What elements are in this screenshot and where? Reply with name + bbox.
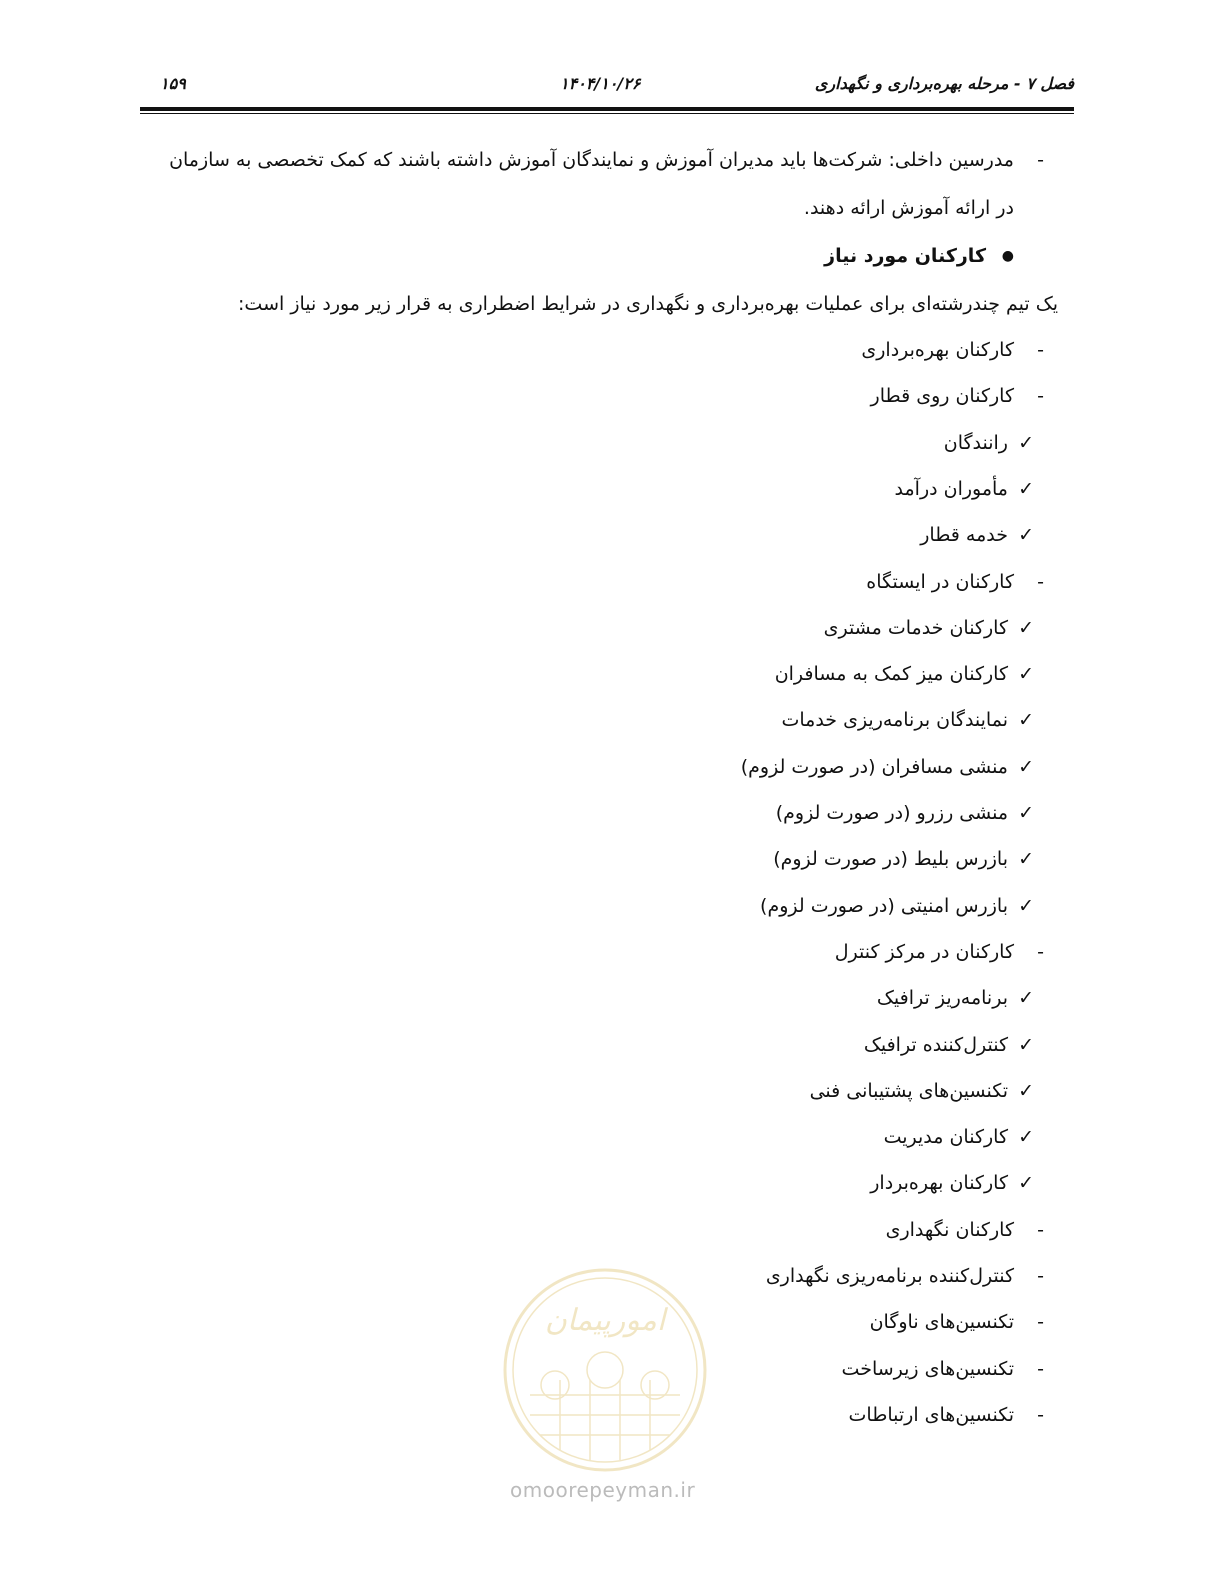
dash-marker: - [1037, 1218, 1044, 1241]
check-icon: ✓ [1018, 802, 1034, 824]
header-date: ۱۴۰۴/۱۰/۲۶ [560, 74, 641, 93]
chapter-title: فصل ۷ - مرحله بهره‌برداری و نگهداری [814, 74, 1074, 93]
check-icon: ✓ [1018, 848, 1034, 871]
check-icon: ✓ [1018, 755, 1034, 778]
list-item-check: ✓ مأموران درآمد [895, 469, 1044, 509]
list-item-check: ✓ منشی رزرو (در صورت لزوم) [776, 793, 1044, 833]
list-item-check: ✓ نمایندگان برنامه‌ریزی خدمات [781, 700, 1044, 740]
page-header [140, 74, 1074, 104]
list-item-check: ✓ کارکنان بهره‌بردار [870, 1163, 1044, 1203]
header-rule-thick [140, 107, 1074, 111]
dash-marker: - [1037, 1311, 1044, 1334]
list-item-check: ✓ بازرس بلیط (در صورت لزوم) [773, 839, 1044, 879]
check-icon: ✓ [1018, 709, 1034, 732]
header-rule-thin [140, 113, 1074, 114]
check-icon: ✓ [1018, 524, 1034, 547]
list-item-check: ✓ برنامه‌ریز ترافیک [877, 978, 1044, 1018]
list-item-check: ✓ منشی مسافران (در صورت لزوم) [741, 747, 1044, 787]
check-icon: ✓ [1018, 477, 1034, 500]
watermark-site: omoorepeyman.ir [510, 1478, 696, 1502]
intro-line-2: در ارائه آموزش ارائه دهند. [803, 197, 1014, 219]
intro-paragraph: یک تیم چندرشته‌ای برای عملیات بهره‌برداری و نگهداری در شرایط اضطراری به قرار زیر مورد نیاز است: [238, 293, 1058, 315]
intro-line-1: - مدرسین داخلی: شرکت‌ها باید مدیران آموزش و نمایندگان آموزش داشته باشند که کمک تخصصی به سازمان [169, 140, 1014, 180]
list-item-dash: - کارکنان در ایستگاه [866, 562, 1014, 602]
dash-marker: - [1037, 385, 1044, 408]
dash-marker: - [1037, 1265, 1044, 1287]
list-item-dash: - تکنسین‌های ناوگان [870, 1302, 1014, 1342]
check-icon: ✓ [1018, 1126, 1034, 1149]
check-icon: ✓ [1018, 1079, 1034, 1102]
list-item-dash: - تکنسین‌های زیرساخت [842, 1349, 1014, 1389]
list-item-check: ✓ کنترل‌کننده ترافیک [864, 1025, 1044, 1065]
list-item-check: ✓ خدمه قطار [920, 515, 1044, 555]
section-heading: ● کارکنان مورد نیاز [824, 236, 1014, 276]
bullet-marker: ● [1001, 248, 1014, 264]
check-icon: ✓ [1018, 431, 1034, 454]
svg-text:امورپیمان: امورپیمان [544, 1303, 666, 1338]
dash-marker: - [1037, 1357, 1044, 1380]
list-item-check: ✓ بازرس امنیتی (در صورت لزوم) [760, 886, 1044, 926]
page-number: ۱۵۹ [160, 74, 186, 93]
list-item-check: ✓ کارکنان خدمات مشتری [824, 608, 1044, 648]
check-icon: ✓ [1018, 1033, 1034, 1056]
list-item-check: ✓ کارکنان مدیریت [884, 1117, 1044, 1157]
dash-marker: - [1037, 149, 1044, 171]
check-icon: ✓ [1018, 987, 1034, 1010]
dash-marker: - [1037, 1403, 1044, 1426]
check-icon: ✓ [1018, 894, 1034, 917]
list-item-check: ✓ رانندگان [944, 423, 1044, 463]
list-item-dash: - کارکنان بهره‌برداری [861, 330, 1014, 370]
list-item-dash: - تکنسین‌های ارتباطات [849, 1395, 1014, 1435]
list-item-dash: - کارکنان نگهداری [886, 1210, 1014, 1250]
dash-marker: - [1037, 940, 1044, 963]
check-icon: ✓ [1018, 616, 1034, 639]
list-item-dash: - کنترل‌کننده برنامه‌ریزی نگهداری [766, 1256, 1014, 1296]
list-item-dash: - کارکنان در مرکز کنترل [835, 932, 1014, 972]
watermark-logo [500, 1265, 710, 1475]
dash-marker: - [1037, 570, 1044, 593]
list-item-dash: - کارکنان روی قطار [871, 376, 1014, 416]
list-item-check: ✓ تکنسین‌های پشتیبانی فنی [810, 1071, 1044, 1111]
check-icon: ✓ [1018, 1172, 1034, 1195]
dash-marker: - [1037, 339, 1044, 361]
check-icon: ✓ [1018, 663, 1034, 686]
list-item-check: ✓ کارکنان میز کمک به مسافران [775, 654, 1044, 694]
